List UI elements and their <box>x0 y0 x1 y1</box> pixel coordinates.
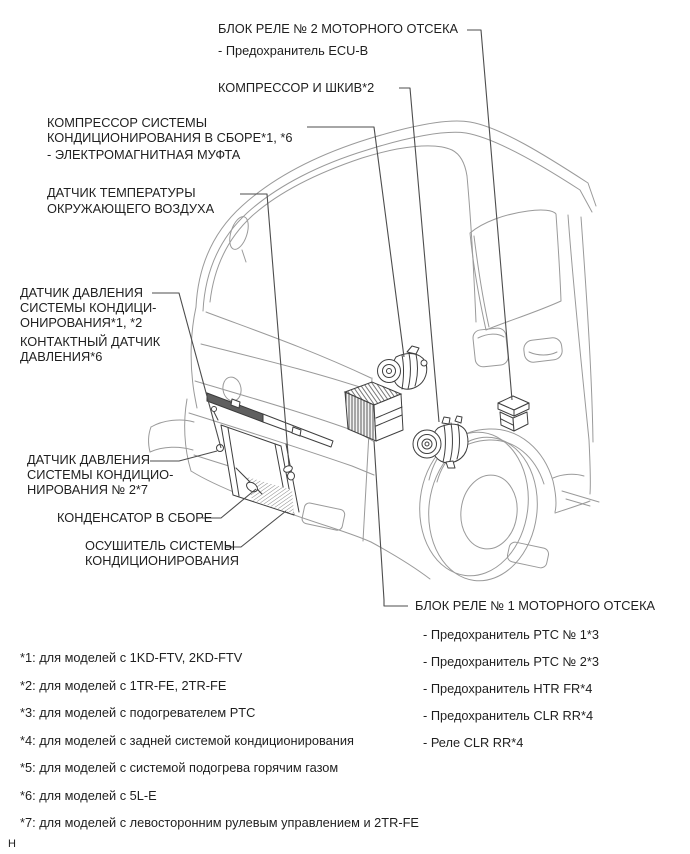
rocker-cut-1 <box>562 491 599 502</box>
compressor-port <box>421 360 427 366</box>
callout-contact-pressure-sensor-line1: КОНТАКТНЫЙ ДАТЧИК <box>20 334 161 349</box>
compressor2-lug-3 <box>446 461 455 468</box>
b-pillar-line-2 <box>581 217 593 442</box>
front-wheel-rim <box>457 472 522 552</box>
callout-temp-sensor-line1: ДАТЧИК ТЕМПЕРАТУРЫ <box>47 185 196 200</box>
callout-pressure-sensor-2-line3: НИРОВАНИЯ № 2*7 <box>27 482 149 497</box>
footnote-6: *6: для моделей с 5L-E <box>20 788 157 803</box>
windshield-bottom <box>206 312 371 378</box>
callout-pressure-sensor-2-line2: СИСТЕМЫ КОНДИЦИО- <box>27 467 174 482</box>
compressor2-lug-2 <box>455 416 462 423</box>
callout-temp-sensor-line2: ОКРУЖАЮЩЕГО ВОЗДУХА <box>47 201 215 216</box>
footnote-3: *3: для моделей с подогревателем PTC <box>20 705 256 720</box>
callout-dryer-line2: КОНДИЦИОНИРОВАНИЯ <box>85 553 239 568</box>
footnote-1: *1: для моделей с 1KD-FTV, 2KD-FTV <box>20 650 243 665</box>
compressor2-lug-1 <box>442 417 450 424</box>
callout-relay-block-1-item-5: - Реле CLR RR*4 <box>423 735 524 750</box>
footnote-2: *2: для моделей с 1TR-FE, 2TR-FE <box>20 678 227 693</box>
license-recess <box>301 502 345 531</box>
headlight-top <box>151 420 194 427</box>
callout-pressure-sensor-2-line1: ДАТЧИК ДАВЛЕНИЯ <box>27 452 150 467</box>
callout-relay-block-1-title: БЛОК РЕЛЕ № 1 МОТОРНОГО ОТСЕКА <box>415 598 656 613</box>
footnote-7: *7: для моделей с левосторонним рулевым управлением и 2TR-FE <box>20 815 419 830</box>
callout-relay-block-1-item-2: - Предохранитель PTC № 2*3 <box>423 654 600 669</box>
b-pillar-line-1 <box>568 215 590 494</box>
left-mirror-stem <box>242 250 246 262</box>
door-handle-grip <box>529 352 557 355</box>
relay-block-1 <box>345 382 403 441</box>
callout-relay-block-2-title: БЛОК РЕЛЕ № 2 МОТОРНОГО ОТСЕКА <box>218 21 459 36</box>
magnet-clutch <box>378 360 401 383</box>
ac-compressor-assembly <box>378 346 428 389</box>
callout-pressure-sensor-line2: СИСТЕМЫ КОНДИЦИ- <box>20 300 157 315</box>
door-mirror-line <box>478 334 504 338</box>
callout-pressure-sensor-line1: ДАТЧИК ДАВЛЕНИЯ <box>20 285 143 300</box>
door-window <box>470 210 561 330</box>
upper-fitting-line <box>214 412 218 420</box>
leader-temp-sensor <box>240 194 289 466</box>
callout-condenser: КОНДЕНСАТОР В СБОРЕ <box>57 510 213 525</box>
callout-compressor-assembly-line1: КОМПРЕССОР СИСТЕМЫ <box>47 115 208 130</box>
leader-pressure-sensor <box>152 293 221 448</box>
callout-compressor-pulley: КОМПРЕССОР И ШКИВ*2 <box>218 80 375 95</box>
upper-fitting <box>212 407 217 412</box>
cowl-line <box>201 344 372 391</box>
rocker-line <box>555 501 590 513</box>
bumper-left-edge <box>185 399 191 471</box>
callout-pressure-sensor-line3: ОНИРОВАНИЯ*1, *2 <box>20 315 143 330</box>
roof-inner-line <box>203 132 592 311</box>
callout-relay-block-2-item: - Предохранитель ECU-B <box>218 43 369 58</box>
door-mirror <box>472 327 509 367</box>
condenser-assembly <box>207 393 333 515</box>
callout-contact-pressure-sensor-line2: ДАВЛЕНИЯ*6 <box>20 349 103 364</box>
sill-line <box>371 542 430 579</box>
leader-relay-block-1 <box>374 441 408 606</box>
leader-compressor-assembly <box>307 127 404 357</box>
callout-compressor-assembly-line3: - ЭЛЕКТРОМАГНИТНАЯ МУФТА <box>47 147 241 162</box>
compressor-connector <box>407 346 419 354</box>
relay-block-2 <box>498 396 529 431</box>
callout-compressor-assembly-line2: КОНДИЦИОНИРОВАНИЯ В СБОРЕ*1, *6 <box>47 130 293 145</box>
footnote-4: *4: для моделей с задней системой кондиционирования <box>20 733 354 748</box>
door-handle <box>523 337 563 363</box>
headlight-cap <box>149 427 151 452</box>
compressor-and-pulley <box>413 416 468 468</box>
door-bottom-crease <box>553 474 584 478</box>
van-body-outline <box>149 121 599 587</box>
entry-step <box>506 541 549 569</box>
callout-dryer-line1: ОСУШИТЕЛЬ СИСТЕМЫ <box>85 538 236 553</box>
callout-relay-block-1-item-4: - Предохранитель CLR RR*4 <box>423 708 594 723</box>
page-marker: H <box>8 838 16 850</box>
toyota-emblem <box>221 376 243 403</box>
callout-relay-block-1-item-3: - Предохранитель HTR FR*4 <box>423 681 593 696</box>
callout-relay-block-1-item-1: - Предохранитель PTC № 1*3 <box>423 627 600 642</box>
footnote-5: *5: для моделей с системой подогрева горячим газом <box>20 760 339 775</box>
